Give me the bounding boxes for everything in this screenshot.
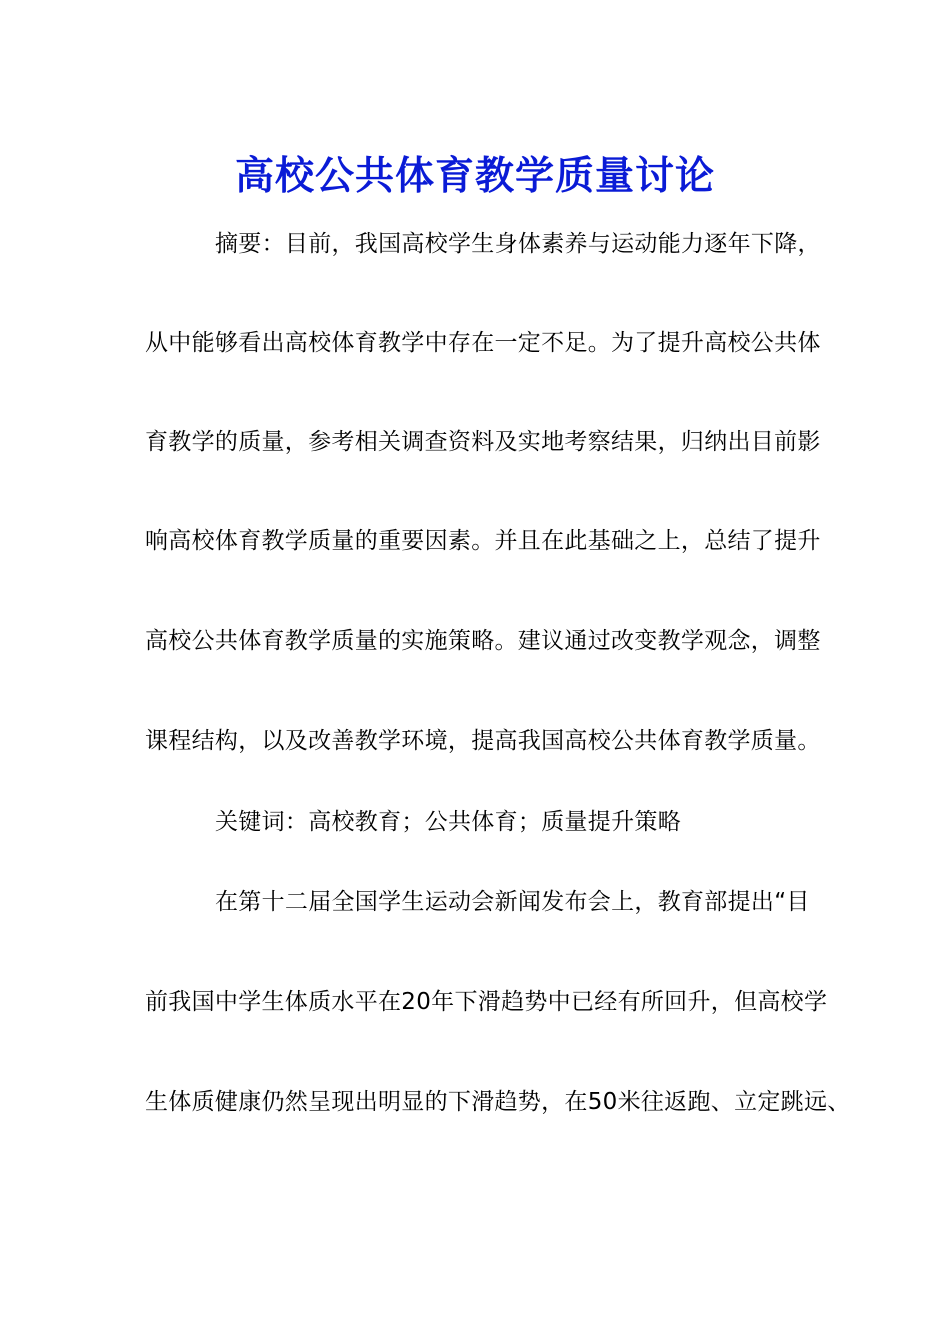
- abstract-line-6: 课程结构，以及改善教学环境，提高我国高校公共体育教学质量。: [145, 728, 821, 754]
- abstract-line-1: 摘要：目前，我国高校学生身体素养与运动能力逐年下降，: [215, 231, 821, 257]
- abstract-line-5: 高校公共体育教学质量的实施策略。建议通过改变教学观念，调整: [145, 628, 821, 654]
- abstract-line-3: 育教学的质量，参考相关调查资料及实地考察结果，归纳出目前影: [145, 429, 821, 455]
- keywords-line: 关键词：高校教育；公共体育；质量提升策略: [215, 809, 681, 835]
- abstract-line-4: 响高校体育教学质量的重要因素。并且在此基础之上，总结了提升: [145, 528, 821, 554]
- body-line-2: 前我国中学生体质水平在20年下滑趋势中已经有所回升，但高校学: [145, 989, 828, 1015]
- abstract-line-2: 从中能够看出高校体育教学中存在一定不足。为了提升高校公共体: [145, 330, 821, 356]
- body-line-1: 在第十二届全国学生运动会新闻发布会上，教育部提出“目: [215, 889, 810, 915]
- document-title: 高校公共体育教学质量讨论: [234, 153, 715, 200]
- body-line-3: 生体质健康仍然呈现出明显的下滑趋势，在50米往返跑、立定跳远、: [145, 1089, 851, 1115]
